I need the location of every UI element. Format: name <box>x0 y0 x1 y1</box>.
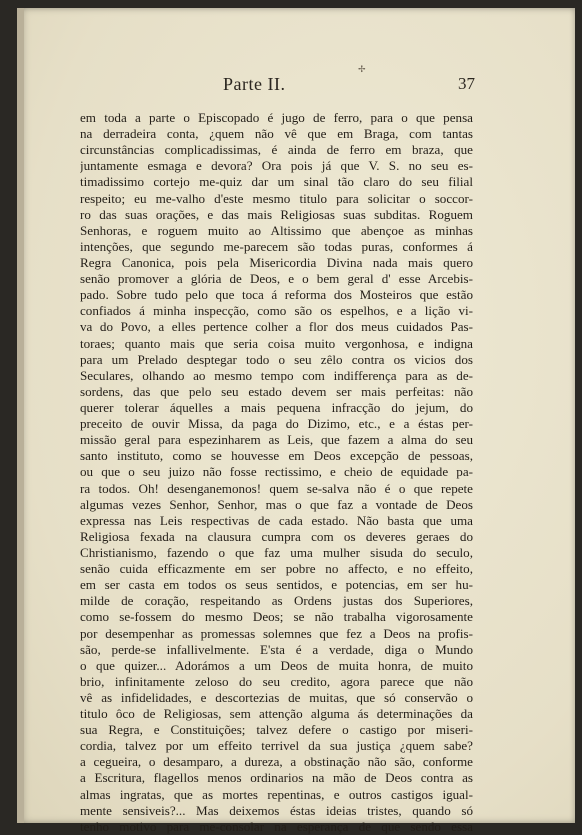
text-line: querer tolerar áquelles a mais pequena infracção do jejum, do <box>80 399 473 415</box>
text-line: a Escritura, flagellos menos ordinarios na mão de Deos contra as <box>80 770 473 786</box>
body-text <box>80 110 473 835</box>
text-line: na derradeira conta, ¿quem não vê que em Braga, com tantas <box>80 126 473 142</box>
text-line: senão cuida efficazmente em ser pobre no affecto, e no effeito, <box>80 561 473 577</box>
text-line: por desempenhar as promessas solemnes que fez a Deos na profis- <box>80 625 473 641</box>
page-gutter <box>17 8 24 823</box>
text-line: cordia, talvez por um effeito terrivel da sua justiça ¿quem sabe? <box>80 738 473 754</box>
text-line: são, perde-se infallivelmente. E'sta é a verdade, diga o Mundo <box>80 641 473 657</box>
text-line: almas ingratas, que as mortes repentinas, e outros castigos igual- <box>80 786 473 802</box>
text-line: Senhoras, e roguem muito ao Altissimo que abençoe as minhas <box>80 222 473 238</box>
text-line: tenho motivo para me-consolar na esperança de que sendo essa <box>80 818 473 834</box>
text-line: sua Regra, e Constituições; talvez defere o castigo por miseri- <box>80 722 473 738</box>
text-line: como se-fossem do mesmo Deos; se não trabalha vigorosamente <box>80 609 473 625</box>
text-line: algumas vezes Senhor, Senhor, mas o que faz a vontade de Deos <box>80 496 473 512</box>
printer-ornament-icon: ✢ <box>358 64 366 74</box>
text-line: o que quizer... Adorámos a um Deos de muita honra, de muito <box>80 657 473 673</box>
text-line: Regra Canonica, pois pela Misericordia Divina nada mais quero <box>80 254 473 270</box>
text-line: milde de coração, respeitando as Ordens justas dos Superiores, <box>80 593 473 609</box>
text-line: preceito de ouvir Missa, da paga do Dizimo, etc., e a éstas per- <box>80 416 473 432</box>
text-line: em toda a parte o Episcopado é jugo de ferro, para o que pensa <box>80 110 473 125</box>
text-line: torаes; quanto mais que seria coisa muito vergonhosa, e indigna <box>80 335 473 351</box>
text-line: em ser casta em todos os seus sentidos, e potencias, em ser hu- <box>80 577 473 593</box>
text-line: intenções, que segundo me-parecem são todas puras, conformes á <box>80 238 473 254</box>
text-line: va do Povo, a elles pertence colher a flor dos meus cuidados Pas- <box>80 319 473 335</box>
text-line: juntamente esmaga e devora? Ora pois já que V. S. no seu es- <box>80 158 473 174</box>
text-line: missão geral para espezinharem as Leis, que fazem a alma do seu <box>80 432 473 448</box>
text-line: santo instituto, como se houvesse em Deos excepção de pessoas, <box>80 448 473 464</box>
text-line: titulo ôco de Religiosas, sem attenção alguma ás determinações da <box>80 706 473 722</box>
text-line: ra todos. Oh! desenganemonos! quem se-salva não é o que repete <box>80 480 473 496</box>
text-line: ou que o seu juizo não fosse rectissimo, e cheio de equidade pa- <box>80 464 473 480</box>
text-line: Religiosa fexada na clausura cumpra com os deveres geraes do <box>80 528 473 544</box>
text-line: timadissimo cortejo me-quiz dar um sinal tão claro do seu filial <box>80 174 473 190</box>
text-line: para um Prelado desptegar todo o seu zêlo contra os vicios dos <box>80 351 473 367</box>
page-number: 37 <box>458 74 475 93</box>
text-line: expressa nas Leis respectivas de cada estado. Não basta que uma <box>80 512 473 528</box>
text-line: circunstâncias complicadissimas, é ainda de ferro em braza, que <box>80 142 473 158</box>
text-line: sordens, das que pelo seu estado devem ser mais perfeitas: não <box>80 383 473 399</box>
text-line: confiados á minha inspecção, como são os espelhos, e a lição vi- <box>80 303 473 319</box>
text-line: senão promover a glória de Deos, e o bem geral d' esse Arcebis- <box>80 271 473 287</box>
text-line: Christianismo, fazendo o que faz uma mulher sisuda do seculo, <box>80 544 473 560</box>
text-line: respeito; eu me-valho d'este mesmo titulo para solicitar o soccor- <box>80 190 473 206</box>
text-line: brio, infinitamente zeloso do seu credito, agora parece que não <box>80 673 473 689</box>
running-title: Parte II. <box>223 74 286 94</box>
text-line: Seculares, olhando ao mesmo tempo com indifferença para as de- <box>80 367 473 383</box>
text-line: pado. Sobre tudo pelo que toca á reforma dos Mosteiros que estão <box>80 287 473 303</box>
text-line: mente sensiveis?... Mas deixemos éstas ideias tristes, quando só <box>80 802 473 818</box>
text-line: a cegueira, o desamparo, a dureza, a obstinação não são, conforme <box>80 754 473 770</box>
text-line: ro das suas orações, e das mais Religiosas suas subditas. Roguem <box>80 206 473 222</box>
text-line: vê as infidelidades, e descortezias de muitas, que só conservão o <box>80 689 473 705</box>
running-head <box>210 64 475 98</box>
